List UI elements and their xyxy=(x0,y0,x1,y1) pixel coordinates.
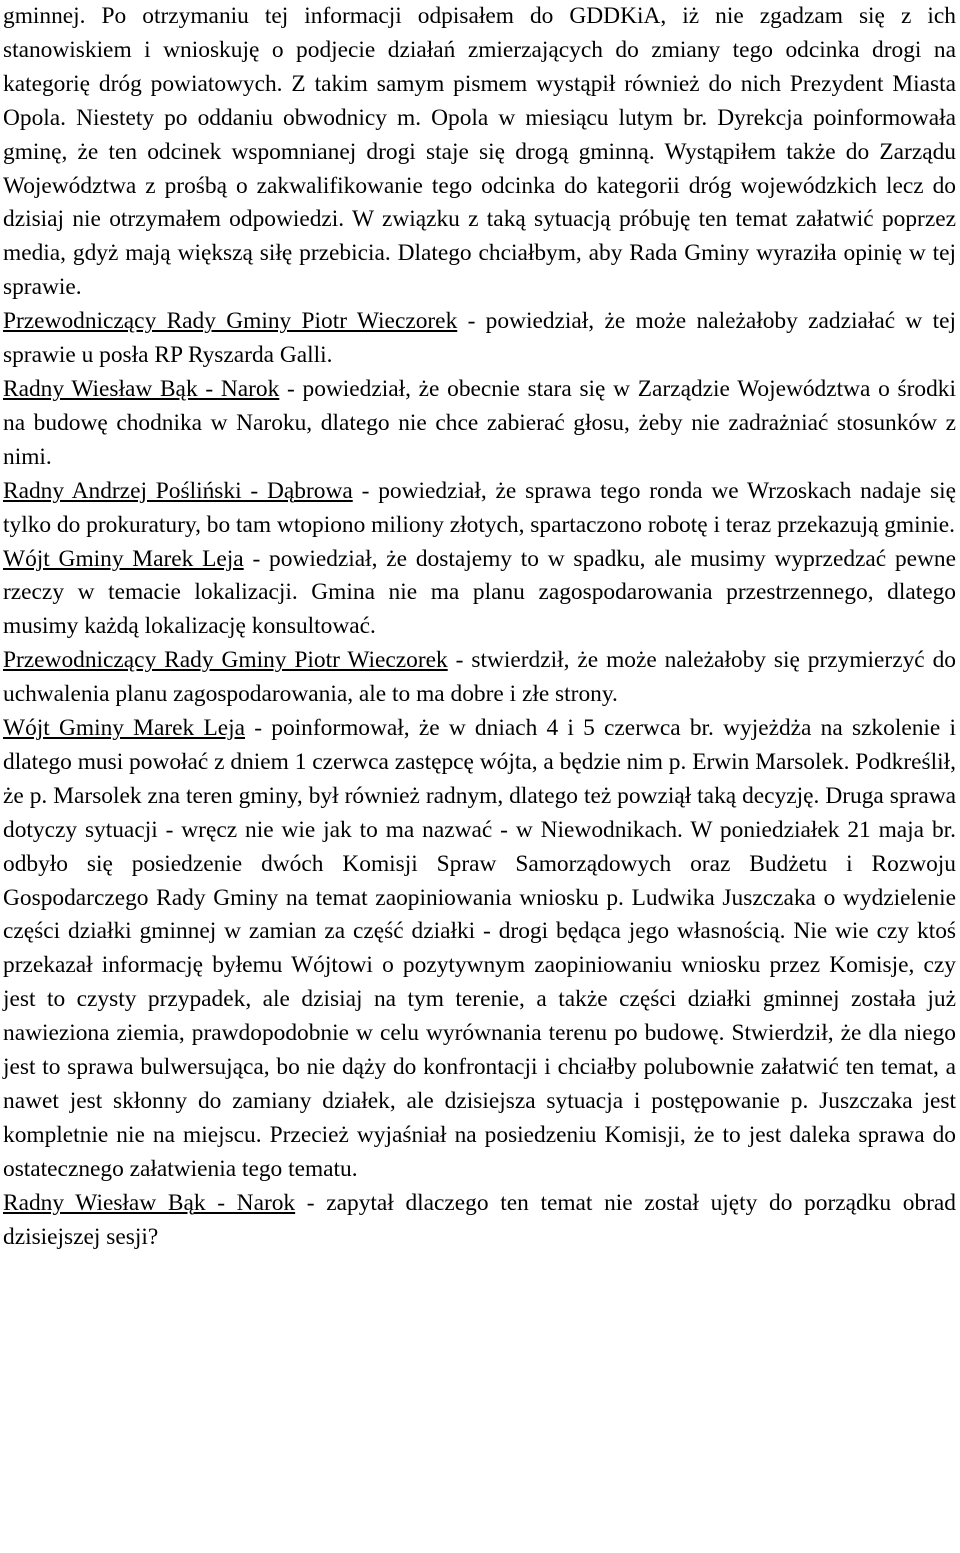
paragraph-gddkia-letter xyxy=(3,0,956,305)
paragraph-text: - powiedział, że sprawa tego ronda we Wrzoskach nadaje się tylko do prokuratury, bo tam wtopiono miliony złotych, spartaczono robotę i teraz przekazują gminie. xyxy=(3,477,956,538)
paragraph-councillor-poslinski xyxy=(3,475,956,543)
paragraph-councillor-bak-1 xyxy=(3,373,956,475)
speaker-name: Przewodniczący Rady Gminy Piotr Wieczorek xyxy=(3,308,458,335)
paragraph-text: - poinformował, że w dniach 4 i 5 czerwca br. wyjeżdża na szkolenie i dlatego musi powołać z dniem 1 czerwca zastępcę wójta, a będzie nim p. Erwin Marsolek. Podkreślił, że p. Marsolek zna teren gminy, był również radnym, dlatego też powziął taką decyzję. Druga sprawa dotyczy sytuacji - wręcz nie wie jak to ma nazwać - w Niewodnikach. W poniedziałek 21 maja br. odbyło się posiedzenie dwóch Komisji Spraw Samorządowych oraz Budżetu i Rozwoju Gospodarczego Rady Gminy na temat zaopiniowania wniosku p. Ludwika Juszczaka o wydzielenie części działki gminnej w zamian za część działki - drogi będąca jego własnością. Nie wie czy ktoś przekazał informację byłemu Wójtowi o pozytywnym zaopiniowaniu wniosku przez Komisje, czy jest to czysty przypadek, ale dzisiaj na tym terenie, a także części działki gminnej została już nawieziona ziemia, prawdopodobnie w celu wyrównania terenu po budowę. Stwierdził, że dla niego jest to sprawa bulwersująca, bo nie dąży do konfrontacji i chciałby polubownie załatwić ten temat, a nawet jest skłonny do zamiany działek, ale dzisiejsza sytuacja i postępowanie p. Juszczaka jest kompletnie nie na miejscu. Przecież wyjaśniał na posiedzeniu Komisji, że to jest daleka sprawa do ostatecznego załatwienia tego tematu. xyxy=(3,715,956,1182)
paragraph-mayor-1 xyxy=(3,543,956,645)
paragraph-text: - stwierdził, że może należałoby się przymierzyć do uchwalenia planu zagospodarowania, ale to ma dobre i złe strony. xyxy=(3,647,956,708)
paragraph-chairman-1 xyxy=(3,305,956,373)
speaker-name: Radny Wiesław Bąk - Narok xyxy=(3,375,280,402)
paragraph-text: - zapytał dlaczego ten temat nie został ujęty do porządku obrad dzisiejszej sesji? xyxy=(3,1189,957,1250)
paragraph-text: - powiedział, że obecnie stara się w Zarządzie Województwa o środki na budowę chodnika w Naroku, dlatego nie chce zabierać głosu, żeby nie zadrażniać stosunków z nimi. xyxy=(3,375,956,470)
speaker-name: Radny Wiesław Bąk - Narok xyxy=(3,1189,296,1216)
speaker-name: Przewodniczący Rady Gminy Piotr Wieczorek xyxy=(3,647,448,674)
speaker-name: Radny Andrzej Pośliński - Dąbrowa xyxy=(3,477,353,504)
speaker-name: Wójt Gminy Marek Leja xyxy=(3,545,244,572)
speaker-name: Wójt Gminy Marek Leja xyxy=(3,715,246,742)
paragraph-text: - powiedział, że może należałoby zadziałać w tej sprawie u posła RP Ryszarda Galli. xyxy=(3,308,956,369)
paragraph-councillor-bak-2 xyxy=(3,1187,956,1255)
paragraph-text: gminnej. Po otrzymaniu tej informacji odpisałem do GDDKiA, iż nie zgadzam się z ich stanowiskiem i wnioskuję o podjecie działań zmierzających do zmiany tego odcinka drogi na kategorię dróg powiatowych. Z takim samym pismem wystąpił również do nich Prezydent Miasta Opola. Niestety po oddaniu obwodnicy m. Opola w miesiącu lutym br. Dyrekcja poinformowała gminę, że ten odcinek wspomnianej drogi staje się drogą gminną. Wystąpiłem także do Zarządu Województwa z prośbą o zakwalifikowanie tego odcinka do kategorii dróg wojewódzkich lecz do dzisiaj nie otrzymałem odpowiedzi. W związku z taką sytuacją próbuję ten temat załatwić poprzez media, gdyż mają większą siłę przebicia. Dlatego chciałbym, aby Rada Gminy wyraziła opinię w tej sprawie. xyxy=(3,3,956,301)
paragraph-mayor-2 xyxy=(3,712,956,1187)
paragraph-text: - powiedział, że dostajemy to w spadku, ale musimy wyprzedzać pewne rzeczy w temacie lokalizacji. Gmina nie ma planu zagospodarowania przestrzennego, dlatego musimy każdą lokalizację konsultować. xyxy=(3,545,956,640)
paragraph-chairman-2 xyxy=(3,644,956,712)
